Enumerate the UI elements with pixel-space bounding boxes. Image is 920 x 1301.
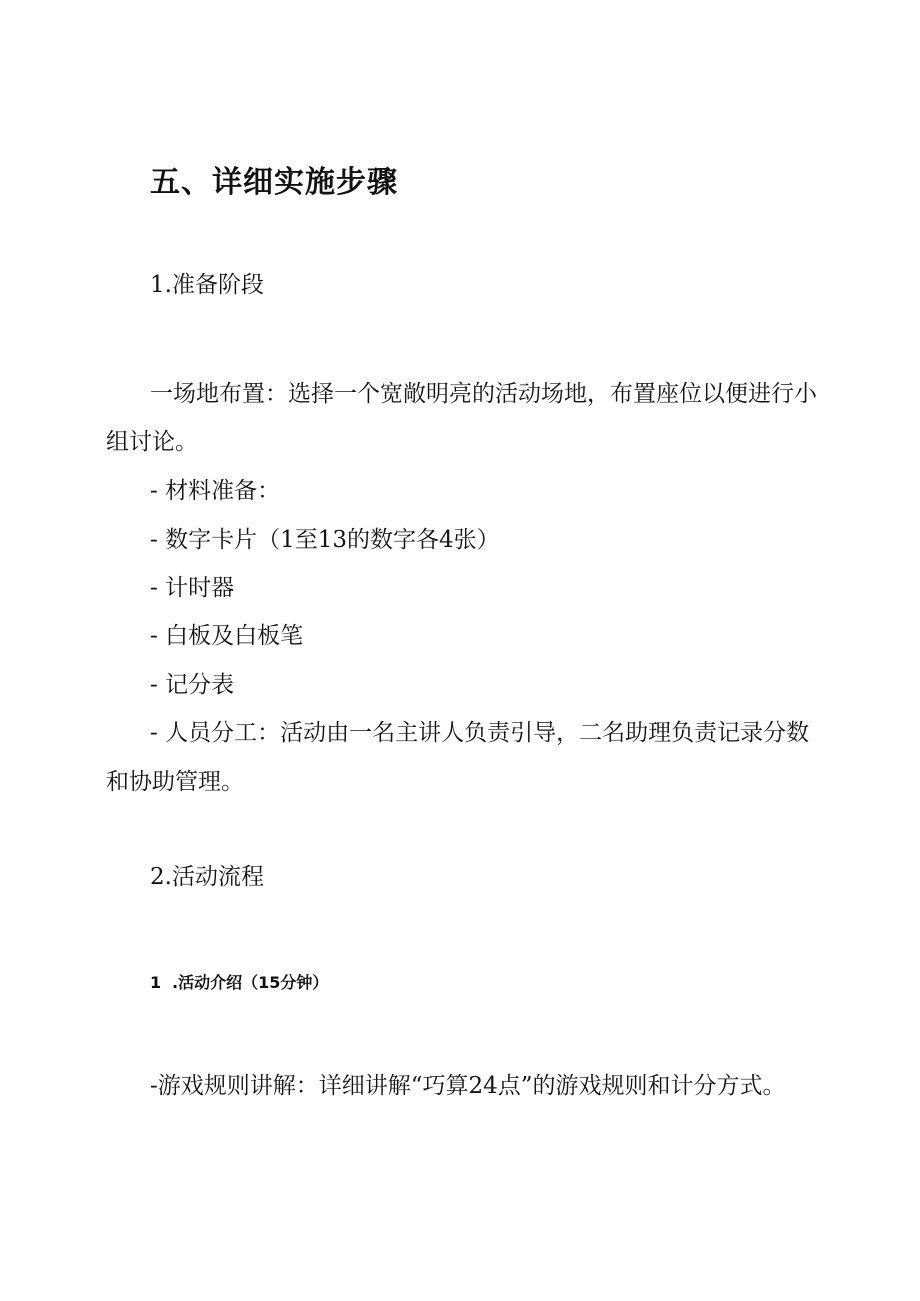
materials-item: - 材料准备： — [150, 478, 281, 504]
timer-item: - 计时器 — [150, 575, 235, 601]
staff-line-2: 和协助管理。 — [106, 769, 244, 795]
activity-intro-number: 1 — [150, 973, 162, 992]
activity-flow-title: 2.活动流程 — [150, 864, 264, 890]
number-cards-item: - 数字卡片（1至13的数字各4张） — [150, 527, 500, 553]
prep-stage-title: 1.准备阶段 — [150, 272, 264, 298]
activity-intro-title: .活动介绍（15分钟） — [172, 973, 329, 992]
section-title: 五、详细实施步骤 — [150, 165, 398, 200]
venue-setup-line-1: 一场地布置：选择一个宽敞明亮的活动场地，布置座位以便进行小 — [150, 381, 817, 407]
rules-explanation-line: -游戏规则讲解：详细讲解“巧算24点”的游戏规则和计分方式。 — [150, 1073, 786, 1099]
scoresheet-item: - 记分表 — [150, 672, 235, 698]
activity-intro-heading — [150, 971, 328, 995]
venue-setup-line-2: 组讨论。 — [106, 429, 198, 455]
staff-line-1: - 人员分工：活动由一名主讲人负责引导，二名助理负责记录分数 — [150, 720, 810, 746]
whiteboard-item: - 白板及白板笔 — [150, 623, 304, 649]
